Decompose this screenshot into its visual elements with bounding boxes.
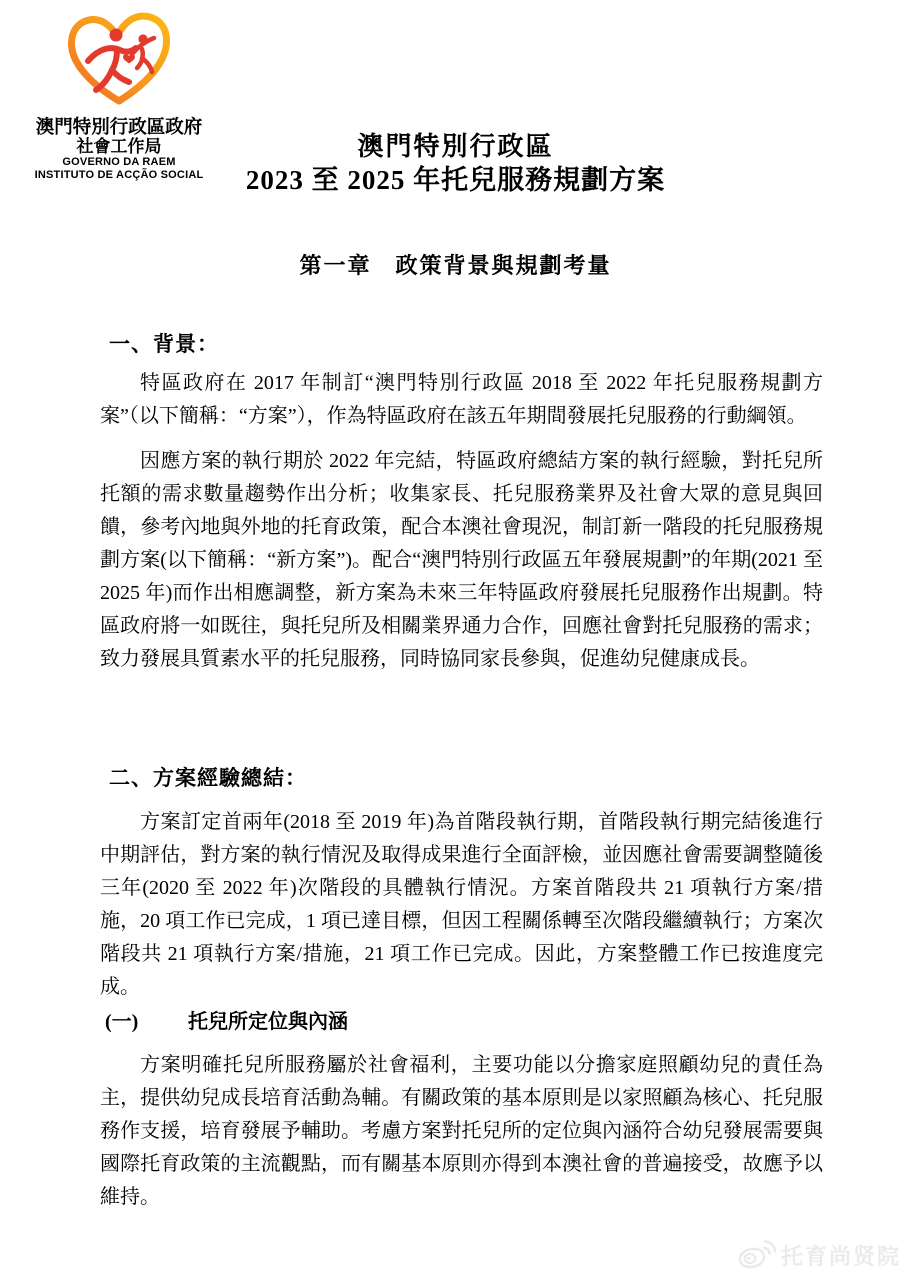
section-2-heading: 二、方案經驗總結：: [109, 766, 307, 790]
org-name-zh-line2: 社會工作局: [76, 137, 162, 156]
title-line-1: 澳門特別行政區: [357, 132, 554, 161]
document-header: [0, 0, 911, 328]
watermark: [738, 1239, 901, 1271]
title-line-2: 2023 至 2025 年托兒服務規劃方案: [245, 165, 666, 195]
section-1-paragraph-1: 特區政府在 2017 年制訂“澳門特別行政區 2018 至 2022 年托兒服務規劃方案”（以下簡稱：“方案”），作為特區政府在該五年期間發展托兒服務的行動綱領。: [100, 372, 823, 427]
subsection-1-heading: [100, 1009, 823, 1035]
document-title: [0, 131, 911, 198]
org-name-pt-line1: GOVERNO DA RAEM: [62, 156, 176, 168]
org-name-zh-line1: 澳門特別行政區政府: [35, 116, 203, 137]
watermark-text: 托育尚贤院: [780, 1243, 901, 1269]
chapter-heading: 第一章 政策背景與規劃考量: [299, 253, 612, 278]
subsection-1-title: 托兒所定位與內涵: [188, 1011, 348, 1033]
document-body: [0, 330, 911, 1214]
section-1-paragraph-2: 因應方案的執行期於 2022 年完結，特區政府總結方案的執行經驗，對托兒所托額的需求數量趨勢作出分析；收集家長、托兒服務業界及社會大眾的意見與回饋，參考內地與外地的托育政策，配合本澳社會現況，制訂新一階段的托兒服務規劃方案(以下簡稱：“新方案”)。配合“澳門特別行政區五年發展規劃”的年期(2021 至 2025 年)而作出相應調整，新方案為未來三年特區政府發展托兒服務作出規劃。特區政府將一如既往，與托兒所及相關業界通力合作，回應社會對托兒服務的需求；致力發展具質素水平的托兒服務，同時協同家長參與，促進幼兒健康成長。: [100, 450, 823, 670]
subsection-1-number: (一): [105, 1011, 139, 1033]
weibo-icon: [738, 1239, 776, 1271]
org-name-pt-line2: INSTITUTO DE ACÇÃO SOCIAL: [34, 168, 204, 181]
heart-figures-logo-icon: [59, 8, 179, 110]
subsection-1-paragraph-1: 方案明確托兒所服務屬於社會福利，主要功能以分擔家庭照顧幼兒的責任為主，提供幼兒成長培育活動為輔。有關政策的基本原則是以家照顧為核心、托兒服務作支援，培育發展予輔助。考慮方案對托兒所的定位與內涵符合幼兒發展需要與國際托育政策的主流觀點，而有關基本原則亦得到本澳社會的普遍接受，故應予以維持。: [100, 1054, 823, 1208]
section-1-heading: 一、背景：: [109, 332, 219, 356]
section-2-paragraph-1: 方案訂定首兩年(2018 至 2019 年)為首階段執行期，首階段執行期完結後進行中期評估，對方案的執行情況及取得成果進行全面評檢，並因應社會需要調整隨後三年(2020 至 2022 年)次階段的具體執行情況。方案首階段共 21 項執行方案/措施，20 項工作已完成，1 項已達目標，但因工程關係轉至次階段繼續執行；方案次階段共 21 項執行方案/措施，21 項工作已完成。因此，方案整體工作已按進度完成。: [100, 811, 823, 998]
